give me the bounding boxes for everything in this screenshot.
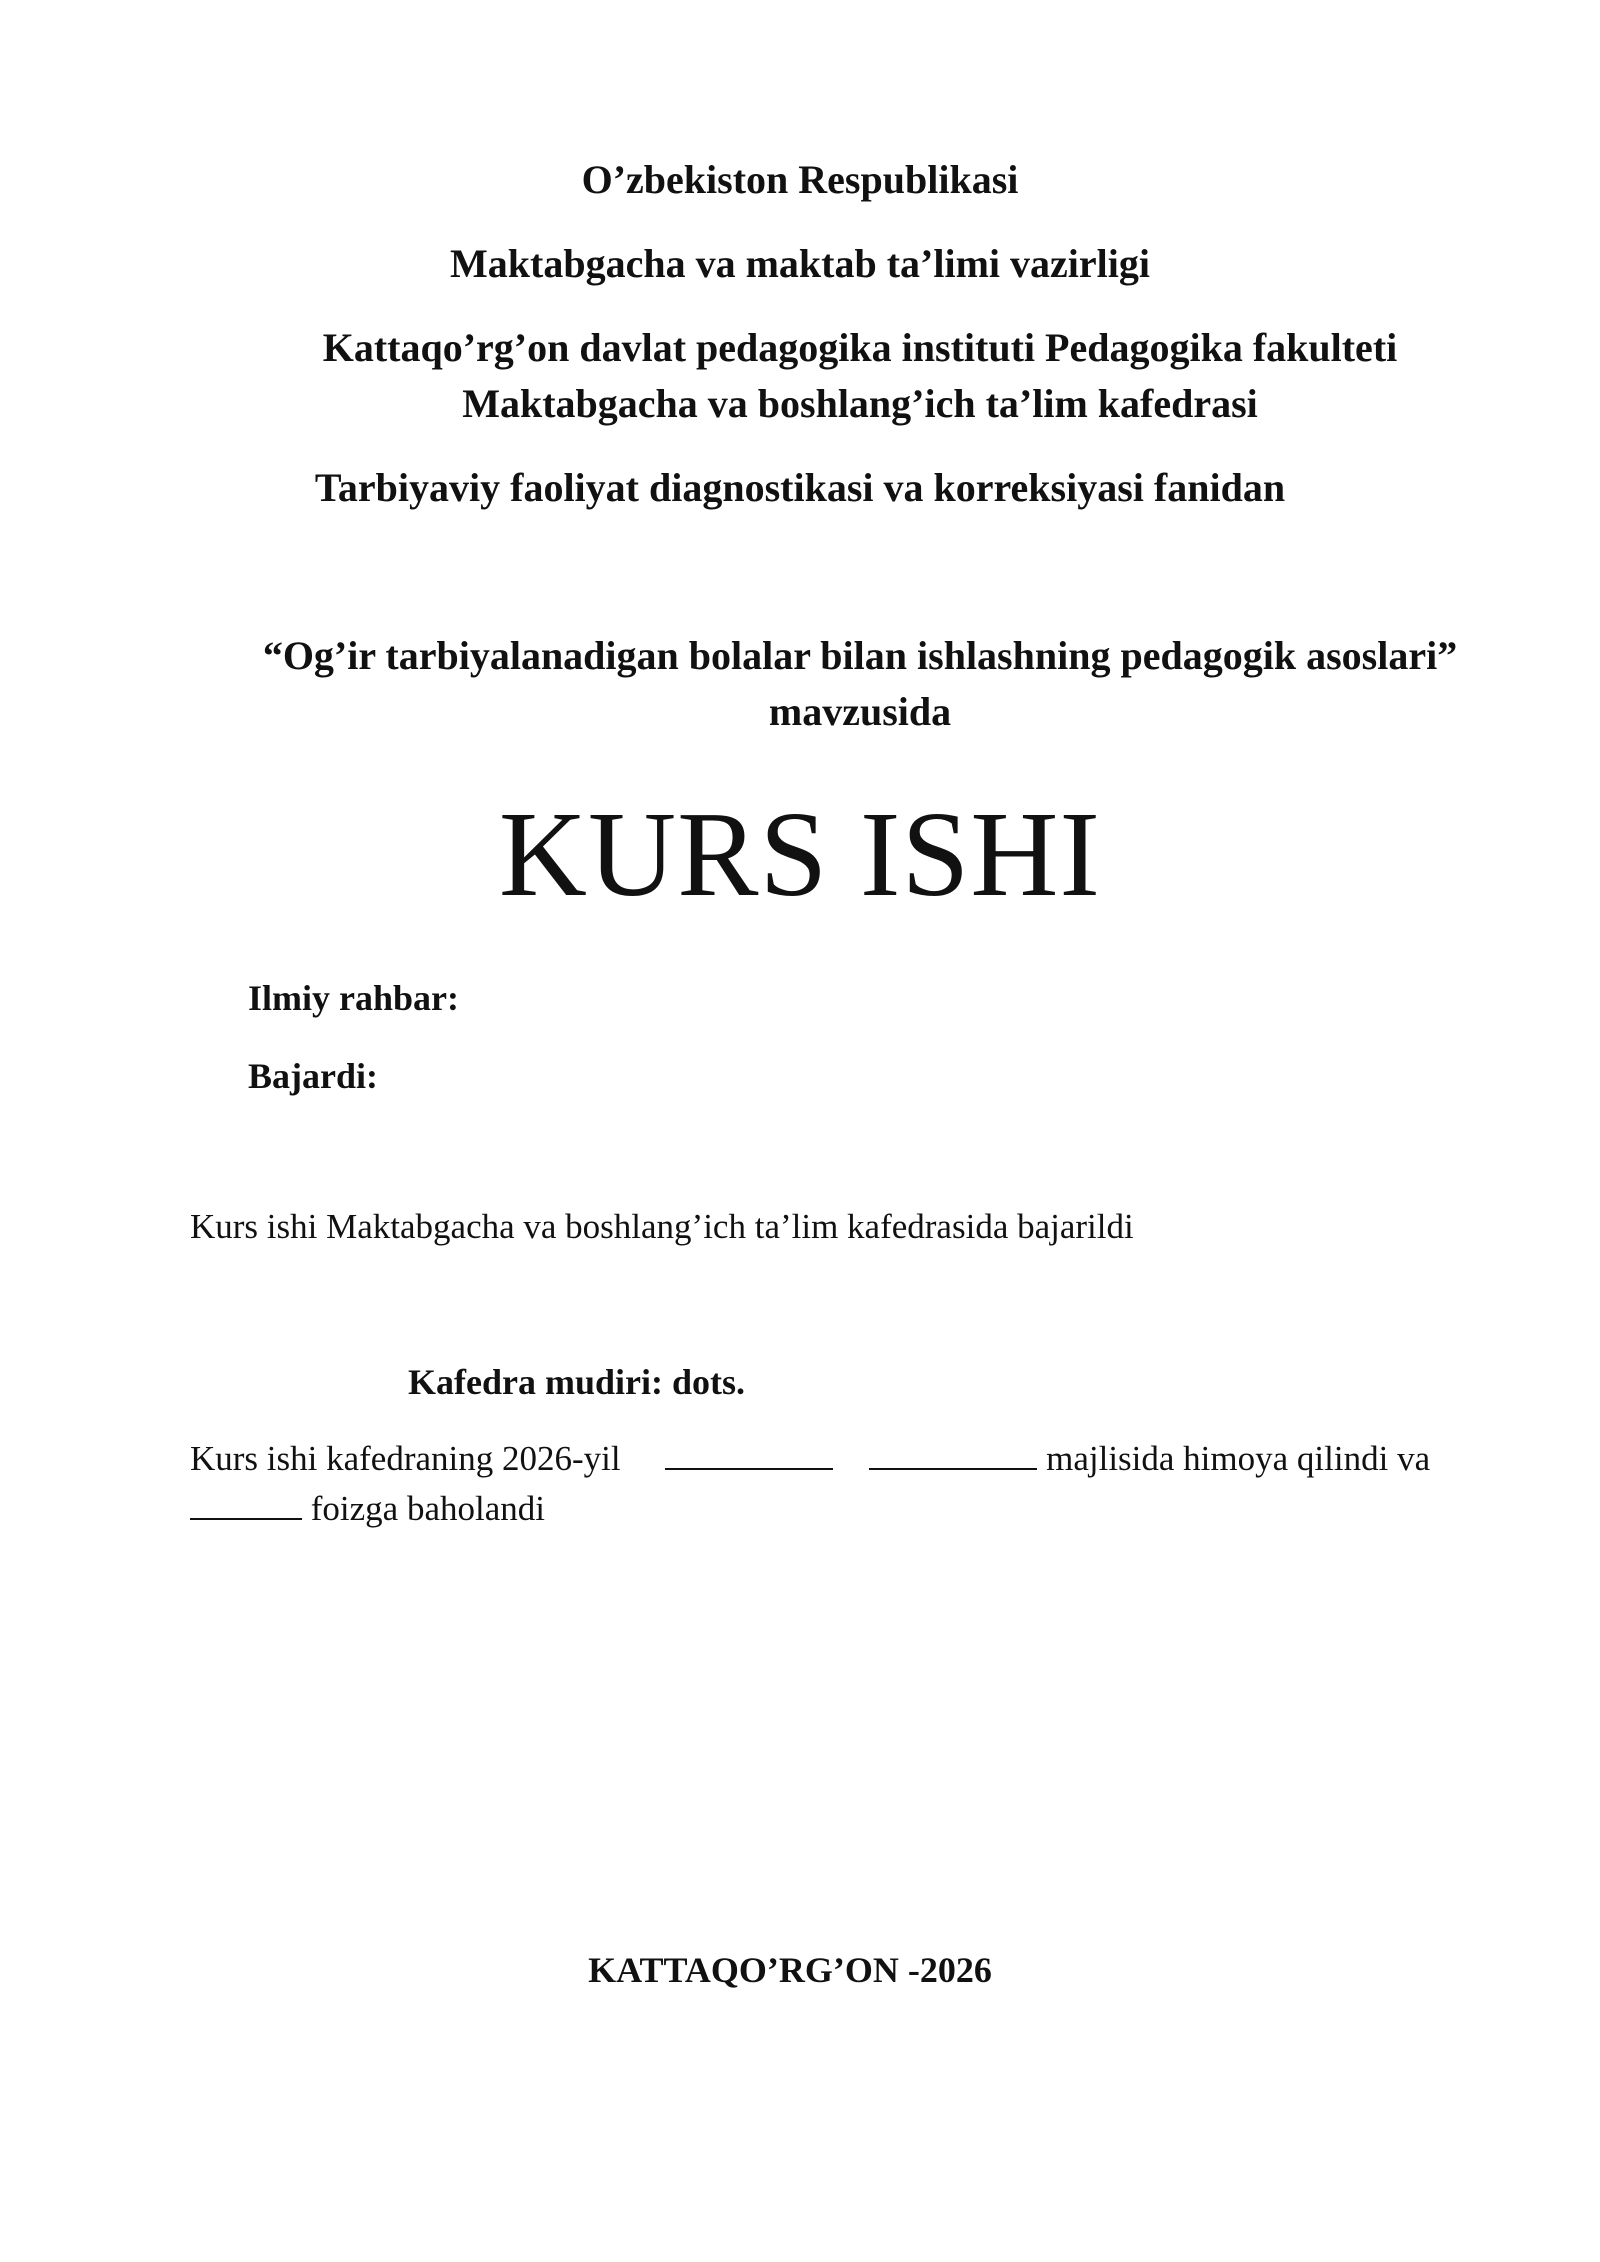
institute-line: Kattaqo’rg’on davlat pedagogika instituti Pedagogika fakulteti [322, 325, 1398, 370]
grade-blank [190, 1488, 302, 1520]
department-line: Maktabgacha va boshlang’ich ta’lim kafedrasi [462, 381, 1258, 426]
supervisor-label: Ilmiy rahbar: [248, 978, 459, 1018]
city-year-footer: KATTAQO’RG’ON -2026 [588, 1950, 992, 1990]
performer-label: Bajardi: [248, 1056, 378, 1096]
subject-title: Tarbiyaviy faoliyat diagnostikasi va korreksiyasi fanidan [314, 465, 1286, 510]
grade-statement [190, 1484, 545, 1534]
ministry-title: Maktabgacha va maktab ta’limi vazirligi [450, 241, 1150, 286]
date-blank-day [665, 1438, 833, 1470]
country-title: O’zbekiston Respublikasi [581, 157, 1019, 202]
date-blank-month [869, 1438, 1037, 1470]
topic-block [140, 628, 1580, 740]
document-type-title: KURS ISHI [498, 787, 1102, 922]
institute-block [180, 320, 1540, 432]
topic-title: “Og’ir tarbiyalanadigan bolalar bilan ishlashning pedagogik asoslari” [262, 633, 1458, 678]
grade-suffix: foizga baholandi [310, 1489, 545, 1528]
defense-statement [190, 1434, 1430, 1484]
defense-suffix: majlisida himoya qilindi va [1046, 1439, 1431, 1478]
topic-subtitle: mavzusida [768, 689, 952, 734]
completion-statement: Kurs ishi Maktabgacha va boshlang’ich ta’lim kafedrasida bajarildi [190, 1207, 1134, 1246]
defense-prefix: Kurs ishi kafedraning 2026-yil [190, 1439, 621, 1478]
department-head-label: Kafedra mudiri: dots. [408, 1362, 745, 1402]
